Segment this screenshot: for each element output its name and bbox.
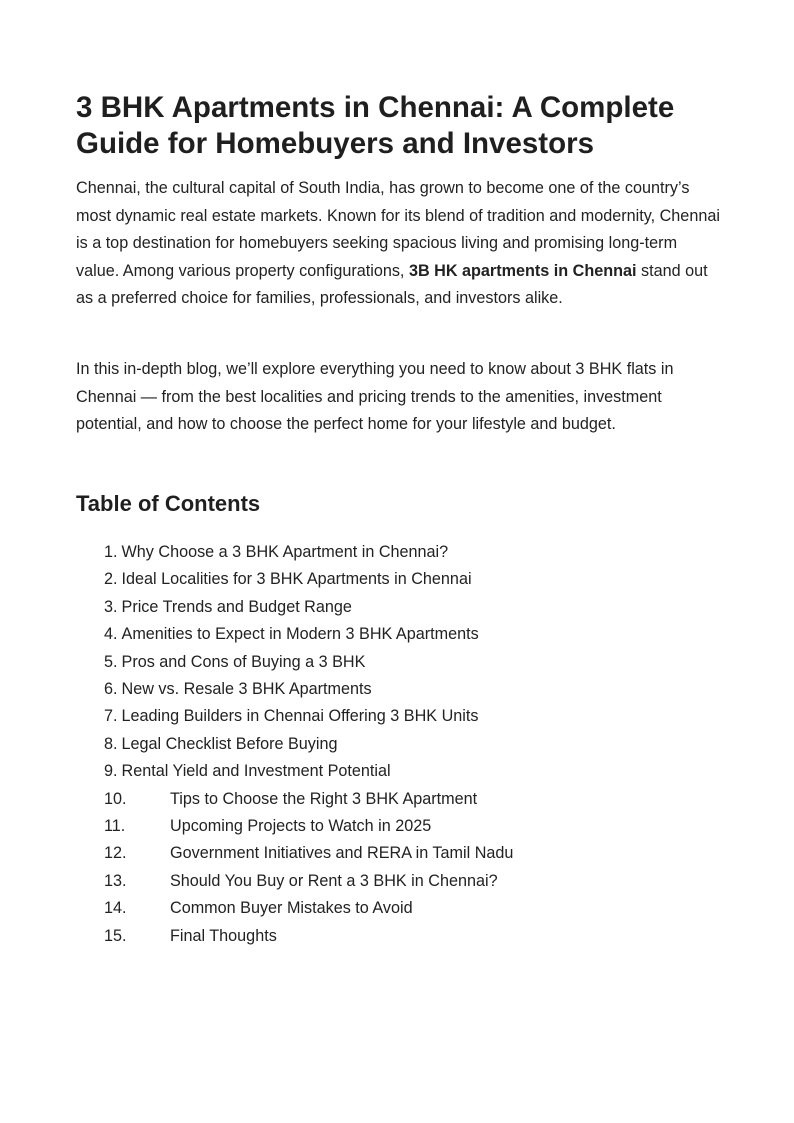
toc-item-number: 13.: [104, 871, 127, 890]
intro-keyword-bold: 3B HK apartments in Chennai: [408, 261, 637, 280]
toc-item-number: 8.: [104, 734, 118, 753]
toc-item[interactable]: [104, 566, 513, 593]
toc-item-label: Tips to Choose the Right 3 BHK Apartment: [170, 789, 478, 808]
toc-item[interactable]: [104, 676, 513, 703]
toc-item-number: 4.: [104, 625, 118, 644]
overview-paragraph: In this in-depth blog, we’ll explore everything you need to know about 3 BHK flats in Chennai — from the best localities and pricing trends to the amenities, investment potential, and how to choose the perfect home for your lifestyle and budget.: [76, 360, 674, 433]
toc-item[interactable]: [104, 840, 513, 867]
toc-item[interactable]: [104, 868, 513, 895]
toc-heading: Table of Contents: [76, 491, 261, 516]
toc-item[interactable]: [104, 923, 513, 950]
toc-item-number: 1.: [104, 543, 118, 561]
toc-item[interactable]: [104, 539, 513, 566]
intro-paragraph: [76, 175, 721, 313]
toc-item[interactable]: [104, 786, 513, 813]
toc-item-number: 2.: [104, 570, 118, 589]
toc-item-number: 10.: [104, 789, 127, 808]
toc-item-label: Amenities to Expect in Modern 3 BHK Apartments: [121, 625, 479, 644]
toc-item-label: Pros and Cons of Buying a 3 BHK: [121, 652, 366, 671]
intro-text-start: Chennai, the cultural capital of South India, has grown to become one of the country’s most dynamic real estate markets. Known for its blend of tradition and modernity, Chennai is a top destination for homebuyers seeking spacious living and promising long-term value. Among various property configurations,: [76, 179, 720, 280]
toc-item[interactable]: [104, 895, 513, 922]
toc-item-number: 12.: [104, 844, 127, 863]
article-title: 3 BHK Apartments in Chennai: A Complete Guide for Homebuyers and Investors: [76, 91, 675, 160]
toc-item-number: 3.: [104, 597, 118, 616]
toc-item-label: Price Trends and Budget Range: [121, 597, 352, 616]
toc-item-number: 6.: [104, 680, 118, 699]
toc-item-label: Why Choose a 3 BHK Apartment in Chennai?: [121, 543, 449, 561]
toc-item[interactable]: [104, 758, 513, 785]
toc-item-number: 11.: [104, 817, 126, 836]
toc-item[interactable]: [104, 703, 513, 730]
toc-item-label: Upcoming Projects to Watch in 2025: [170, 817, 432, 836]
toc-item[interactable]: [104, 731, 513, 758]
toc-item-label: Common Buyer Mistakes to Avoid: [170, 899, 413, 918]
toc-item-label: Ideal Localities for 3 BHK Apartments in Chennai: [121, 570, 472, 589]
toc-item-number: 15.: [104, 926, 127, 945]
toc-item[interactable]: [104, 649, 513, 676]
toc-item-label: Government Initiatives and RERA in Tamil Nadu: [170, 844, 514, 863]
toc-item-label: New vs. Resale 3 BHK Apartments: [121, 680, 372, 699]
toc-item-label: Rental Yield and Investment Potential: [121, 762, 391, 781]
toc-item-label: Leading Builders in Chennai Offering 3 BHK Units: [121, 707, 479, 726]
toc-item-number: 14.: [104, 899, 127, 918]
toc-item[interactable]: [104, 594, 513, 621]
toc-item-number: 7.: [104, 707, 118, 726]
toc-item[interactable]: [104, 621, 513, 648]
toc-item-number: 5.: [104, 652, 118, 671]
toc-item-label: Should You Buy or Rent a 3 BHK in Chennai?: [170, 871, 498, 890]
toc-item-number: 9.: [104, 762, 118, 781]
toc-list: [104, 539, 513, 950]
toc-item-label: Final Thoughts: [170, 926, 277, 945]
toc-item-label: Legal Checklist Before Buying: [121, 734, 338, 753]
toc-item[interactable]: [104, 813, 513, 840]
intro-text-end: stand out as a preferred choice for families, professionals, and investors alike.: [76, 261, 708, 307]
